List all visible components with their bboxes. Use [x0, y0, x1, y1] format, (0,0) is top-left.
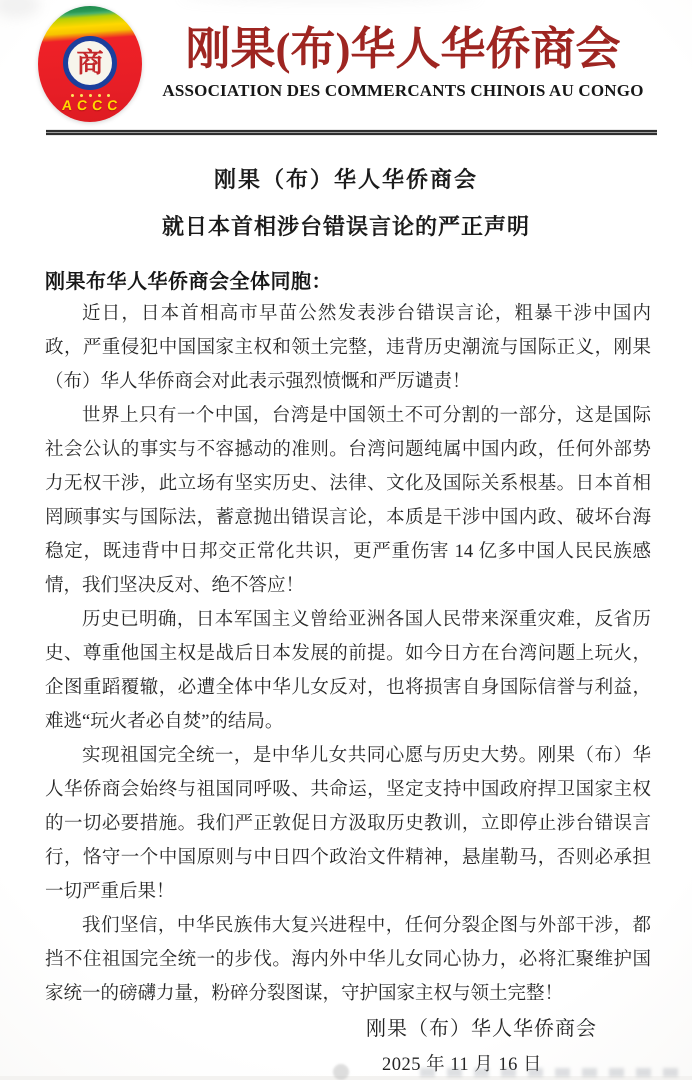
org-name-french: ASSOCIATION DES COMMERCANTS CHINOIS AU CONGO	[162, 80, 644, 100]
logo-emblem-ring	[63, 36, 117, 90]
letterhead	[150, 24, 656, 101]
accc-logo	[38, 6, 142, 122]
photo-smudge	[180, 0, 480, 4]
paragraph-4: 实现祖国完全统一，是中华儿女共同心愿与历史大势。刚果（布）华人华侨商会始终与祖国同呼吸、共命运，坚定支持中国政府捍卫国家主权的一切必要措施。我们严正敦促日方汲取历史教训，立即停止涉台错误言行，恪守一个中国原则与中日四个政治文件精神，悬崖勒马，否则必承担一切严重后果！	[45, 746, 651, 902]
statement-title-line2: 就日本首相涉台错误言论的严正声明	[161, 214, 530, 239]
paragraph-5: 我们坚信，中华民族伟大复兴进程中，任何分裂企图与外部干涉，都挡不住祖国完全统一的步伐。海内外中华儿女同心协力，必将汇聚维护国家统一的磅礴力量，粉碎分裂图谋，守护国家主权与领土完整！	[45, 916, 651, 1004]
photo-smudge	[0, 0, 40, 18]
statement-title-line1: 刚果（布）华人华侨商会	[213, 167, 478, 192]
signature-date: 2025 年 11 月 16 日	[382, 1055, 542, 1075]
signature-org: 刚果（布）华人华侨商会	[366, 1018, 597, 1040]
watermark-fragment-circle	[333, 1064, 349, 1080]
paragraph-1: 近日，日本首相高市早苗公然发表涉台错误言论，粗暴干涉中国内政，严重侵犯中国国家主权和领土完整，违背历史潮流与国际正义，刚果（布）华人华侨商会对此表示强烈愤慨和严厉谴责！	[45, 304, 651, 392]
org-name-chinese: 刚果(布)华人华侨商会	[185, 24, 621, 74]
logo-emblem-glyph: 商	[76, 47, 104, 78]
logo-acronym: ACCC	[61, 97, 124, 113]
statement-body	[45, 297, 651, 1011]
paragraph-2: 世界上只有一个中国，台湾是中国领土不可分割的一部分，这是国际社会公认的事实与不容撼动的准则。台湾问题纯属中国内政，任何外部势力无权干涉，此立场有坚实历史、法律、文化及国际关系根基。日本首相罔顾事实与国际法，蓄意抛出错误言论，本质是干涉中国内政、破坏台海稳定，既违背中日邦交正常化共识，更严重伤害 14 亿多中国人民民族感情，我们坚决反对、绝不答应！	[45, 406, 651, 596]
salutation: 刚果布华人华侨商会全体同胞：	[45, 271, 332, 293]
letterhead-divider	[46, 129, 657, 136]
paragraph-3: 历史已明确，日本军国主义曾给亚洲各国人民带来深重灾难，反省历史、尊重他国主权是战后日本发展的前提。如今日方在台湾问题上玩火，企图重蹈覆辙，必遭全体中华儿女反对，也将损害自身国际信誉与利益，难逃“玩火者必自焚”的结局。	[45, 610, 651, 732]
